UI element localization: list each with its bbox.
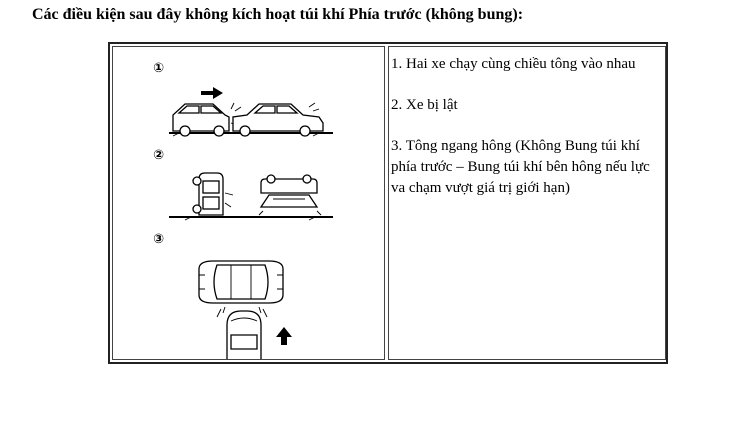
side-impact-illustration (199, 261, 292, 359)
page-heading: Các điều kiện sau đây không kích hoạt túi khí Phía trước (không bung): (32, 6, 524, 23)
scenario-number-3: ③ (153, 232, 165, 247)
direction-arrow-icon (201, 87, 223, 99)
scenario-description-2: 2. Xe bị lật (391, 97, 458, 113)
impact-arrow-icon (276, 327, 292, 345)
illustrations-svg (113, 47, 384, 359)
illustrations-cell (112, 46, 385, 360)
scenario-description-1: 1. Hai xe chạy cùng chiều tông vào nhau (391, 56, 636, 72)
scenario-number-2: ② (153, 148, 165, 163)
scenario-number-1: ① (153, 61, 165, 76)
rear-end-collision-illustration (169, 87, 333, 136)
rollover-illustration (169, 173, 333, 220)
scenario-description-3: 3. Tông ngang hông (Không Bung túi khí phía trước – Bung túi khí bên hông nếu lực va chạm vượt giá trị giới hạn) (391, 138, 650, 196)
conditions-table (108, 42, 668, 364)
descriptions-cell (388, 46, 666, 360)
